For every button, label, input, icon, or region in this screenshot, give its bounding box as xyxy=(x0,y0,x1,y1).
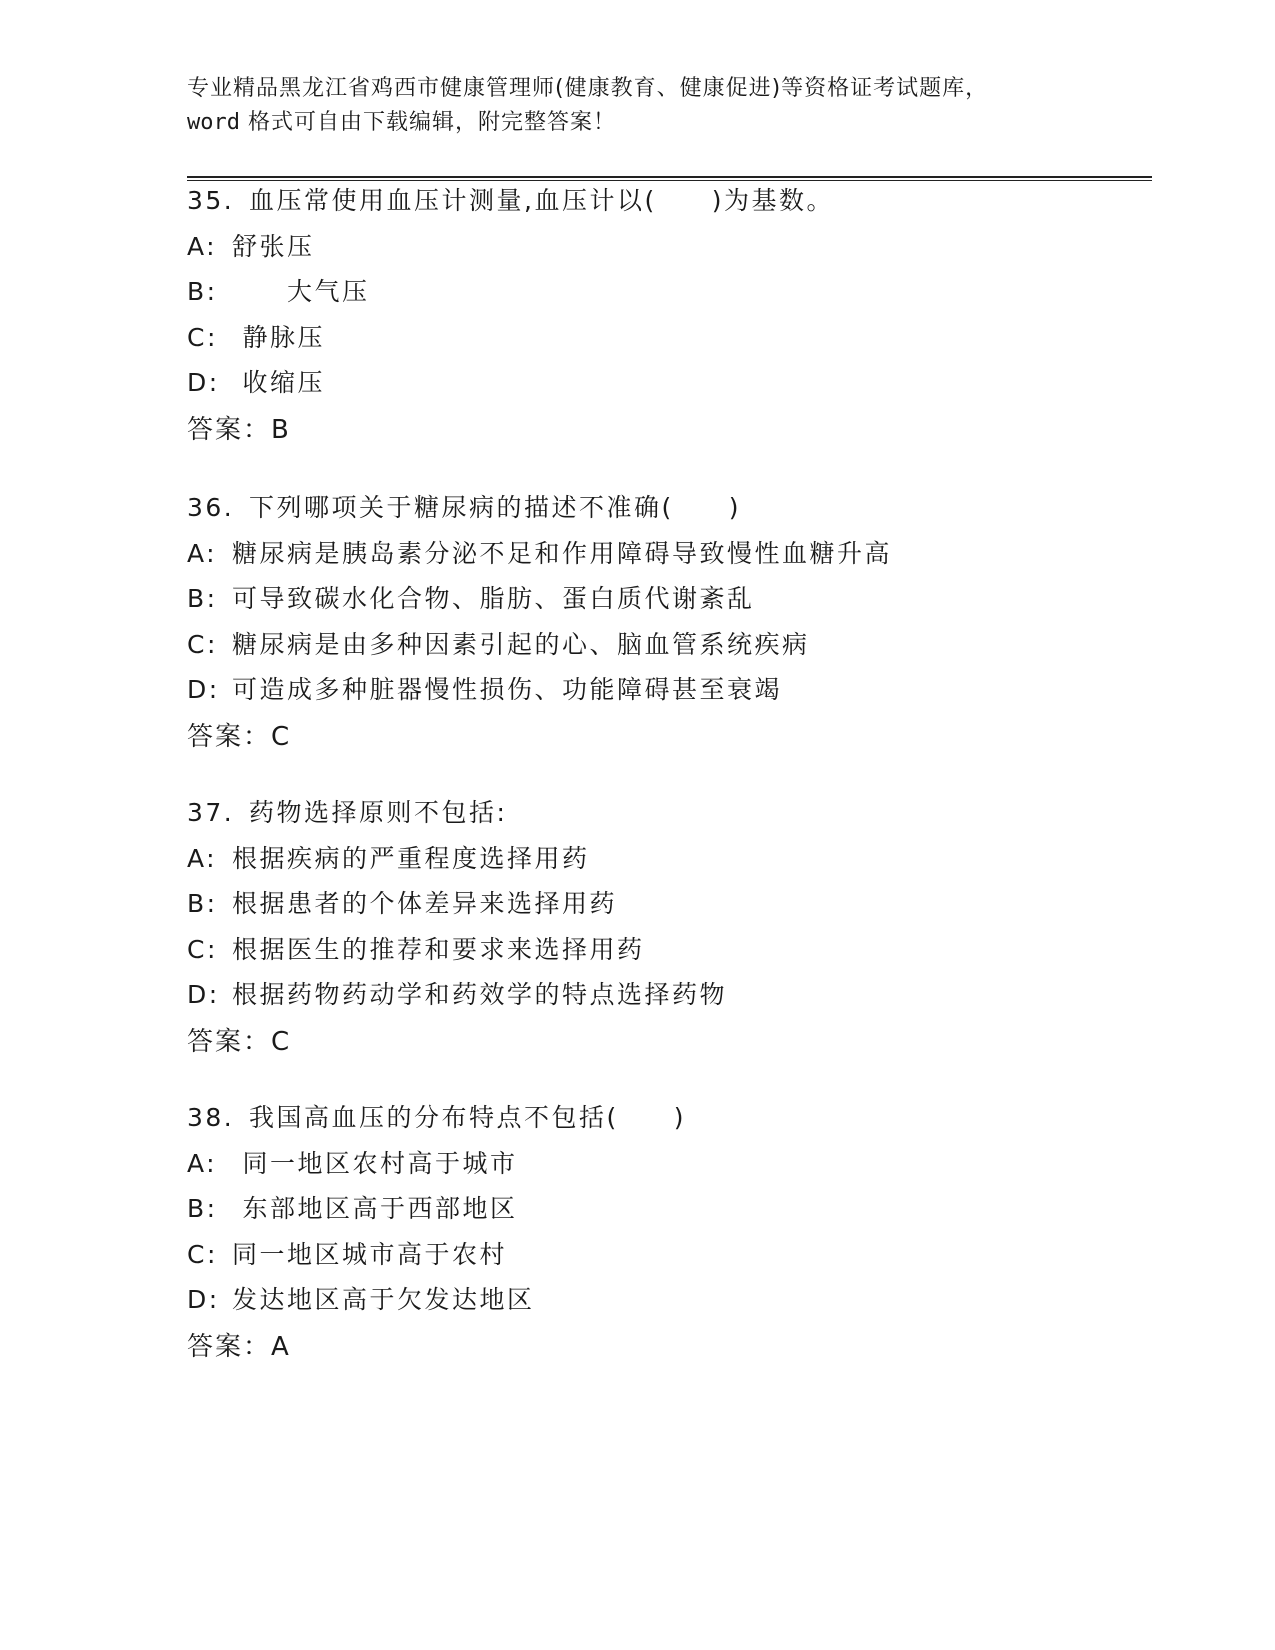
option-label: A: xyxy=(187,231,218,261)
option-label: B: xyxy=(187,889,218,918)
document-header xyxy=(187,72,1087,140)
question-number: 37. xyxy=(187,798,235,827)
option-label: A: xyxy=(187,1148,218,1178)
option-label: B: xyxy=(187,584,218,613)
answer-label: 答案： xyxy=(187,721,272,752)
option-label: A: xyxy=(187,538,218,568)
option-label: C: xyxy=(187,1239,218,1269)
answer-value: B xyxy=(271,414,291,445)
option-label: C: xyxy=(187,629,218,659)
answer-label: 答案： xyxy=(187,1026,272,1057)
option-text: 收缩压 xyxy=(232,368,325,397)
question-38 xyxy=(187,1098,1147,1371)
option-text: 发达地区高于欠发达地区 xyxy=(232,1285,535,1314)
question-37 xyxy=(187,793,1147,1066)
question-number: 38. xyxy=(187,1103,235,1132)
option-text: 舒张压 xyxy=(232,231,315,261)
option-label: D: xyxy=(187,368,220,397)
question-36 xyxy=(187,488,1147,761)
answer-row xyxy=(187,716,1147,762)
question-number: 36. xyxy=(187,493,235,522)
answer-label: 答案： xyxy=(187,1331,272,1362)
question-number: 35. xyxy=(187,186,235,215)
option-text: 大气压 xyxy=(232,277,370,306)
header-title-line: 专业精品黑龙江省鸡西市健康管理师(健康教育、健康促进)等资格证考试题库， xyxy=(187,76,989,101)
option-label: D: xyxy=(187,1285,220,1314)
option-text: 东部地区高于西部地区 xyxy=(232,1194,518,1223)
option-label: D: xyxy=(187,980,220,1009)
question-text: 药物选择原则不包括: xyxy=(249,798,508,827)
question-text: 下列哪项关于糖尿病的描述不准确( ) xyxy=(249,493,742,522)
question-text: 血压常使用血压计测量,血压计以( )为基数。 xyxy=(249,186,834,215)
option-label: C: xyxy=(187,322,218,352)
option-text: 同一地区城市高于农村 xyxy=(232,1239,508,1269)
answer-row xyxy=(187,409,1147,455)
answer-row xyxy=(187,1021,1147,1067)
header-word-label: word xyxy=(187,110,240,135)
answer-value: C xyxy=(271,1026,292,1057)
question-35 xyxy=(187,181,1147,454)
option-text: 糖尿病是胰岛素分泌不足和作用障碍导致慢性血糖升高 xyxy=(232,538,893,568)
question-text: 我国高血压的分布特点不包括( ) xyxy=(249,1103,687,1132)
option-label: D: xyxy=(187,675,220,704)
option-label: B: xyxy=(187,277,218,306)
option-label: B: xyxy=(187,1194,218,1223)
option-text: 根据药物药动学和药效学的特点选择药物 xyxy=(232,980,728,1009)
answer-value: C xyxy=(271,721,292,752)
option-text: 根据患者的个体差异来选择用药 xyxy=(232,889,618,918)
option-text: 静脉压 xyxy=(232,322,325,352)
option-text: 同一地区农村高于城市 xyxy=(232,1148,518,1178)
option-label: C: xyxy=(187,934,218,964)
option-text: 糖尿病是由多种因素引起的心、脑血管系统疾病 xyxy=(232,629,810,659)
header-subtitle-text: 格式可自由下载编辑，附完整答案！ xyxy=(247,110,616,135)
option-label: A: xyxy=(187,843,218,873)
option-text: 可造成多种脏器慢性损伤、功能障碍甚至衰竭 xyxy=(232,675,783,704)
answer-value: A xyxy=(271,1331,291,1362)
answer-label: 答案： xyxy=(187,414,272,445)
option-text: 可导致碳水化合物、脂肪、蛋白质代谢紊乱 xyxy=(232,584,755,613)
answer-row xyxy=(187,1326,1147,1372)
header-subtitle-line xyxy=(187,106,1087,140)
option-text: 根据医生的推荐和要求来选择用药 xyxy=(232,934,645,964)
option-text: 根据疾病的严重程度选择用药 xyxy=(232,843,590,873)
